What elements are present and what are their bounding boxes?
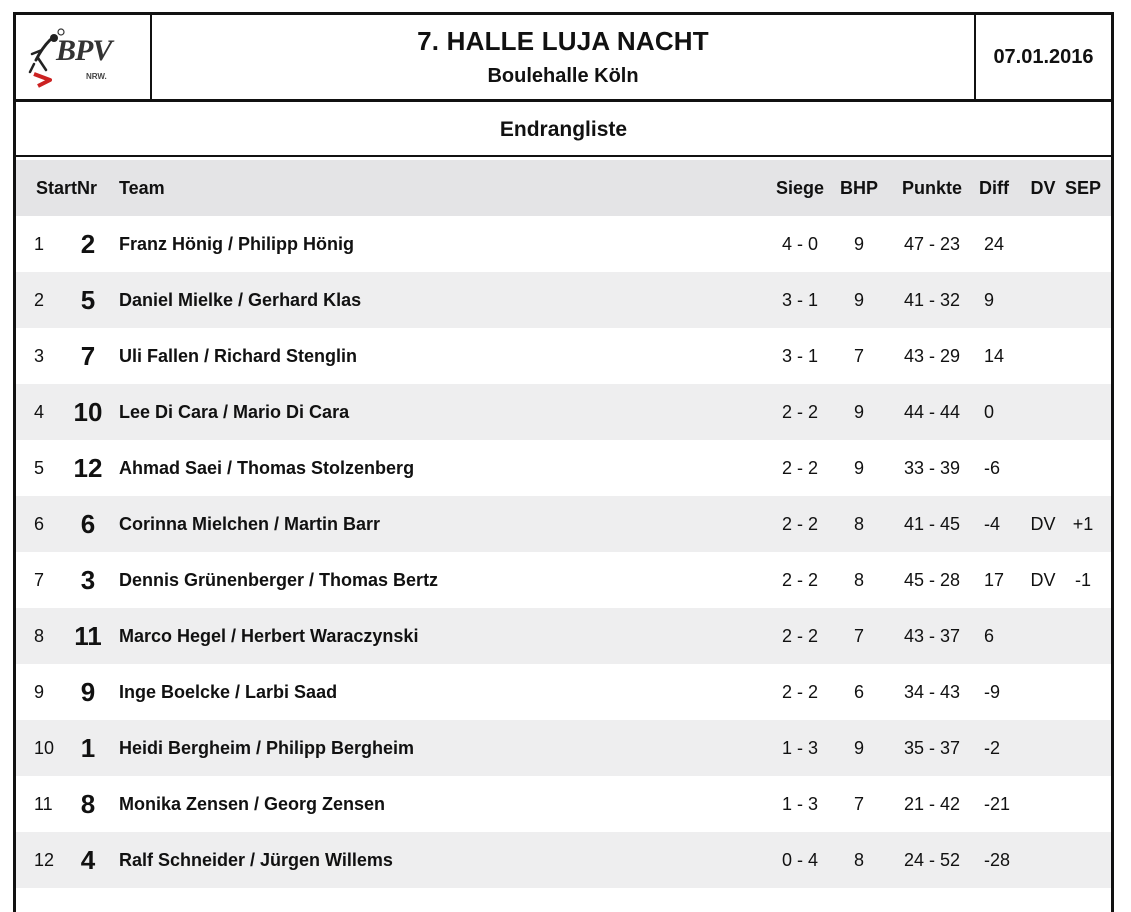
sep-cell [1063,664,1103,720]
siege-cell: 1 - 3 [781,738,819,758]
table-row [16,496,1111,552]
diff-cell: -28 [984,850,1011,870]
table-row [16,776,1111,832]
event-title: 7. HALLE LUJA NACHT [417,26,709,56]
header-punkte: Punkte [901,178,962,198]
bhp-cell: 8 [853,514,864,534]
sep-cell [1063,272,1103,328]
sep-cell [1063,608,1103,664]
punkte-cell: 45 - 28 [903,570,961,590]
logo-cell [16,15,152,99]
event-venue: Boulehalle Köln [487,65,639,87]
siege-cell: 2 - 2 [781,514,819,534]
bhp-cell: 8 [853,570,864,590]
bhp-cell: 7 [853,626,864,646]
rank-cell: 4 [34,402,45,422]
table-row [16,664,1111,720]
punkte-cell: 41 - 32 [903,290,961,310]
punkte-cell: 47 - 23 [903,234,961,254]
sep-cell [1063,328,1103,384]
sep-cell [1063,832,1103,888]
diff-cell: 24 [984,234,1005,254]
table-row [16,272,1111,328]
punkte-cell: 43 - 29 [903,346,961,366]
bhp-cell: 9 [853,234,864,254]
punkte-cell: 35 - 37 [903,738,961,758]
rank-cell: 10 [34,738,55,758]
startnr-cell: 12 [73,453,103,483]
rank-cell: 3 [34,346,45,366]
table-row [16,608,1111,664]
siege-cell: 1 - 3 [781,794,819,814]
header-diff: Diff [979,178,1009,198]
table-row [16,328,1111,384]
dv-cell [1028,720,1058,776]
diff-cell: 9 [984,290,995,310]
siege-cell: 3 - 1 [781,290,819,310]
rank-cell: 5 [34,458,45,478]
table-row [16,216,1111,272]
dv-cell [1028,384,1058,440]
table-row [16,720,1111,776]
sep-cell: +1 [1072,514,1094,534]
bhp-cell: 8 [853,850,864,870]
team-cell: Heidi Bergheim / Philipp Bergheim [119,738,415,758]
rank-cell: 12 [34,850,55,870]
dv-cell [1028,664,1058,720]
dv-cell [1028,776,1058,832]
startnr-cell: 10 [73,397,103,427]
punkte-cell: 21 - 42 [903,794,961,814]
logo-subtext: NRW. [86,72,107,81]
startnr-cell: 2 [80,229,96,259]
punkte-cell: 43 - 37 [903,626,961,646]
header-sep: SEP [1064,178,1102,198]
dv-cell [1028,832,1058,888]
startnr-cell: 8 [80,789,96,819]
siege-cell: 4 - 0 [781,234,819,254]
rank-cell: 9 [34,682,45,702]
header-siege: Siege [775,178,825,198]
team-cell: Monika Zensen / Georg Zensen [119,794,386,814]
header-team: Team [119,178,165,198]
punkte-cell: 41 - 45 [903,514,961,534]
punkte-cell: 34 - 43 [903,682,961,702]
siege-cell: 2 - 2 [781,458,819,478]
dv-cell [1028,328,1058,384]
bhp-cell: 9 [853,458,864,478]
section-title: Endrangliste [16,104,1111,157]
startnr-cell: 11 [74,621,102,651]
team-cell: Corinna Mielchen / Martin Barr [119,514,381,534]
bhp-cell: 7 [853,794,864,814]
diff-cell: -2 [984,738,1001,758]
dv-cell [1028,216,1058,272]
sep-cell [1063,720,1103,776]
bpv-logo [28,24,138,90]
team-cell: Ahmad Saei / Thomas Stolzenberg [119,458,415,478]
rank-cell: 11 [34,794,53,814]
siege-cell: 2 - 2 [781,570,819,590]
punkte-cell: 33 - 39 [903,458,961,478]
punkte-cell: 44 - 44 [903,402,961,422]
sep-cell: -1 [1074,570,1091,590]
ranking-sheet [13,12,1114,912]
diff-cell: 17 [984,570,1005,590]
bhp-cell: 7 [853,346,864,366]
header-dv: DV [1030,178,1056,198]
table-row [16,440,1111,496]
table-row [16,832,1111,888]
siege-cell: 0 - 4 [781,850,819,870]
sep-cell [1063,216,1103,272]
diff-cell: -21 [984,794,1011,814]
startnr-cell: 3 [80,565,96,595]
team-cell: Inge Boelcke / Larbi Saad [119,682,338,702]
sep-cell [1063,440,1103,496]
rank-cell: 1 [34,234,45,254]
dv-cell: DV [1030,514,1056,534]
title-cell [152,15,976,99]
startnr-cell: 9 [80,677,96,707]
siege-cell: 2 - 2 [781,402,819,422]
punkte-cell: 24 - 52 [903,850,961,870]
header-bhp: BHP [839,178,878,198]
bhp-cell: 6 [853,682,864,702]
diff-cell: 14 [984,346,1005,366]
bhp-cell: 9 [853,738,864,758]
team-cell: Uli Fallen / Richard Stenglin [119,346,358,366]
logo-text: BPV [56,34,112,67]
header-startnr: StartNr [36,178,98,198]
startnr-cell: 6 [80,509,96,539]
dv-cell [1028,608,1058,664]
siege-cell: 2 - 2 [781,626,819,646]
rank-cell: 7 [34,570,45,590]
team-cell: Marco Hegel / Herbert Waraczynski [119,626,419,646]
team-cell: Dennis Grünenberger / Thomas Bertz [119,570,439,590]
startnr-cell: 1 [80,733,96,763]
dv-cell: DV [1030,570,1056,590]
dv-cell [1028,272,1058,328]
ranking-table [16,160,1111,888]
diff-cell: -9 [984,682,1001,702]
team-cell: Ralf Schneider / Jürgen Willems [119,850,393,870]
diff-cell: -4 [984,514,1001,534]
rank-cell: 2 [34,290,45,310]
siege-cell: 3 - 1 [781,346,819,366]
startnr-cell: 4 [80,845,96,875]
startnr-cell: 5 [80,285,96,315]
diff-cell: 0 [984,402,995,422]
event-date: 07.01.2016 [993,45,1094,68]
bhp-cell: 9 [853,290,864,310]
table-header-row [16,160,1111,216]
dv-cell [1028,440,1058,496]
rank-cell: 6 [34,514,45,534]
sep-cell [1063,384,1103,440]
sep-cell [1063,776,1103,832]
table-row [16,384,1111,440]
startnr-cell: 7 [80,341,96,371]
siege-cell: 2 - 2 [781,682,819,702]
team-cell: Lee Di Cara / Mario Di Cara [119,402,350,422]
bhp-cell: 9 [853,402,864,422]
rank-cell: 8 [34,626,45,646]
sheet-header [16,15,1111,102]
diff-cell: 6 [984,626,995,646]
team-cell: Franz Hönig / Philipp Hönig [119,234,354,254]
table-row [16,552,1111,608]
team-cell: Daniel Mielke / Gerhard Klas [119,290,362,310]
diff-cell: -6 [984,458,1001,478]
